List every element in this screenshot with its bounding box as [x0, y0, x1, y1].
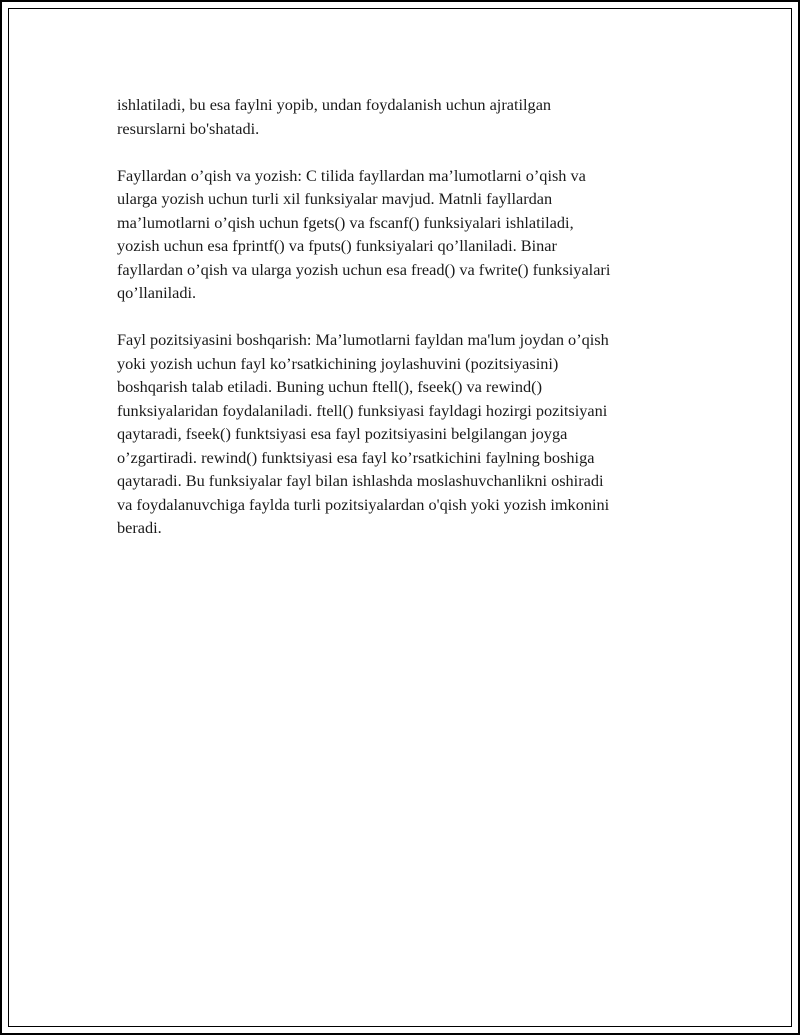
- text-line: boshqarish talab etiladi. Buning uchun ftell(), fseek() va rewind(): [117, 377, 542, 396]
- text-line: qo’llaniladi.: [117, 283, 197, 302]
- text-line: resurslarni bo'shatadi.: [117, 118, 260, 138]
- text-line: fayllardan o’qish va ularga yozish uchun esa fread() va fwrite() funksiyalari: [117, 259, 611, 279]
- text-line: beradi.: [117, 518, 162, 537]
- document-body: [117, 93, 687, 563]
- text-line: Fayllardan o’qish va yozish: C tilida fayllardan ma’lumotlarni o’qish va: [117, 165, 586, 185]
- text-line: va foydalanuvchiga faylda turli pozitsiyalardan o'qish yoki yozish imkonini: [117, 494, 610, 514]
- text-line: qaytaradi. Bu funksiyalar fayl bilan ishlashda moslashuvchanlikni oshiradi: [117, 471, 604, 490]
- text-line: ishlatiladi, bu esa faylni yopib, undan foydalanish uchun ajratilgan: [117, 95, 552, 114]
- text-line: ma’lumotlarni o’qish uchun fgets() va fscanf() funksiyalari ishlatiladi,: [117, 212, 574, 232]
- text-line: yoki yozish uchun fayl ko’rsatkichining joylashuvini (pozitsiyasini): [117, 353, 559, 373]
- text-line: o’zgartiradi. rewind() funktsiyasi esa fayl ko’rsatkichini faylning boshiga: [117, 447, 595, 467]
- paragraph-file-position: [117, 328, 687, 540]
- paragraph-file-read-write: [117, 164, 687, 305]
- text-line: Fayl pozitsiyasini boshqarish: Ma’lumotlarni fayldan ma'lum joydan o’qish: [117, 330, 609, 349]
- text-line: qaytaradi, fseek() funktsiyasi esa fayl pozitsiyasini belgilangan joyga: [117, 424, 568, 443]
- text-line: yozish uchun esa fprintf() va fputs() funksiyalari qo’llaniladi. Binar: [117, 236, 557, 255]
- text-line: ularga yozish uchun turli xil funksiyalar mavjud. Matnli fayllardan: [117, 189, 553, 208]
- paragraph-file-closing: [117, 93, 687, 140]
- text-line: funksiyalaridan foydalaniladi. ftell() funksiyasi fayldagi hozirgi pozitsiyani: [117, 400, 608, 420]
